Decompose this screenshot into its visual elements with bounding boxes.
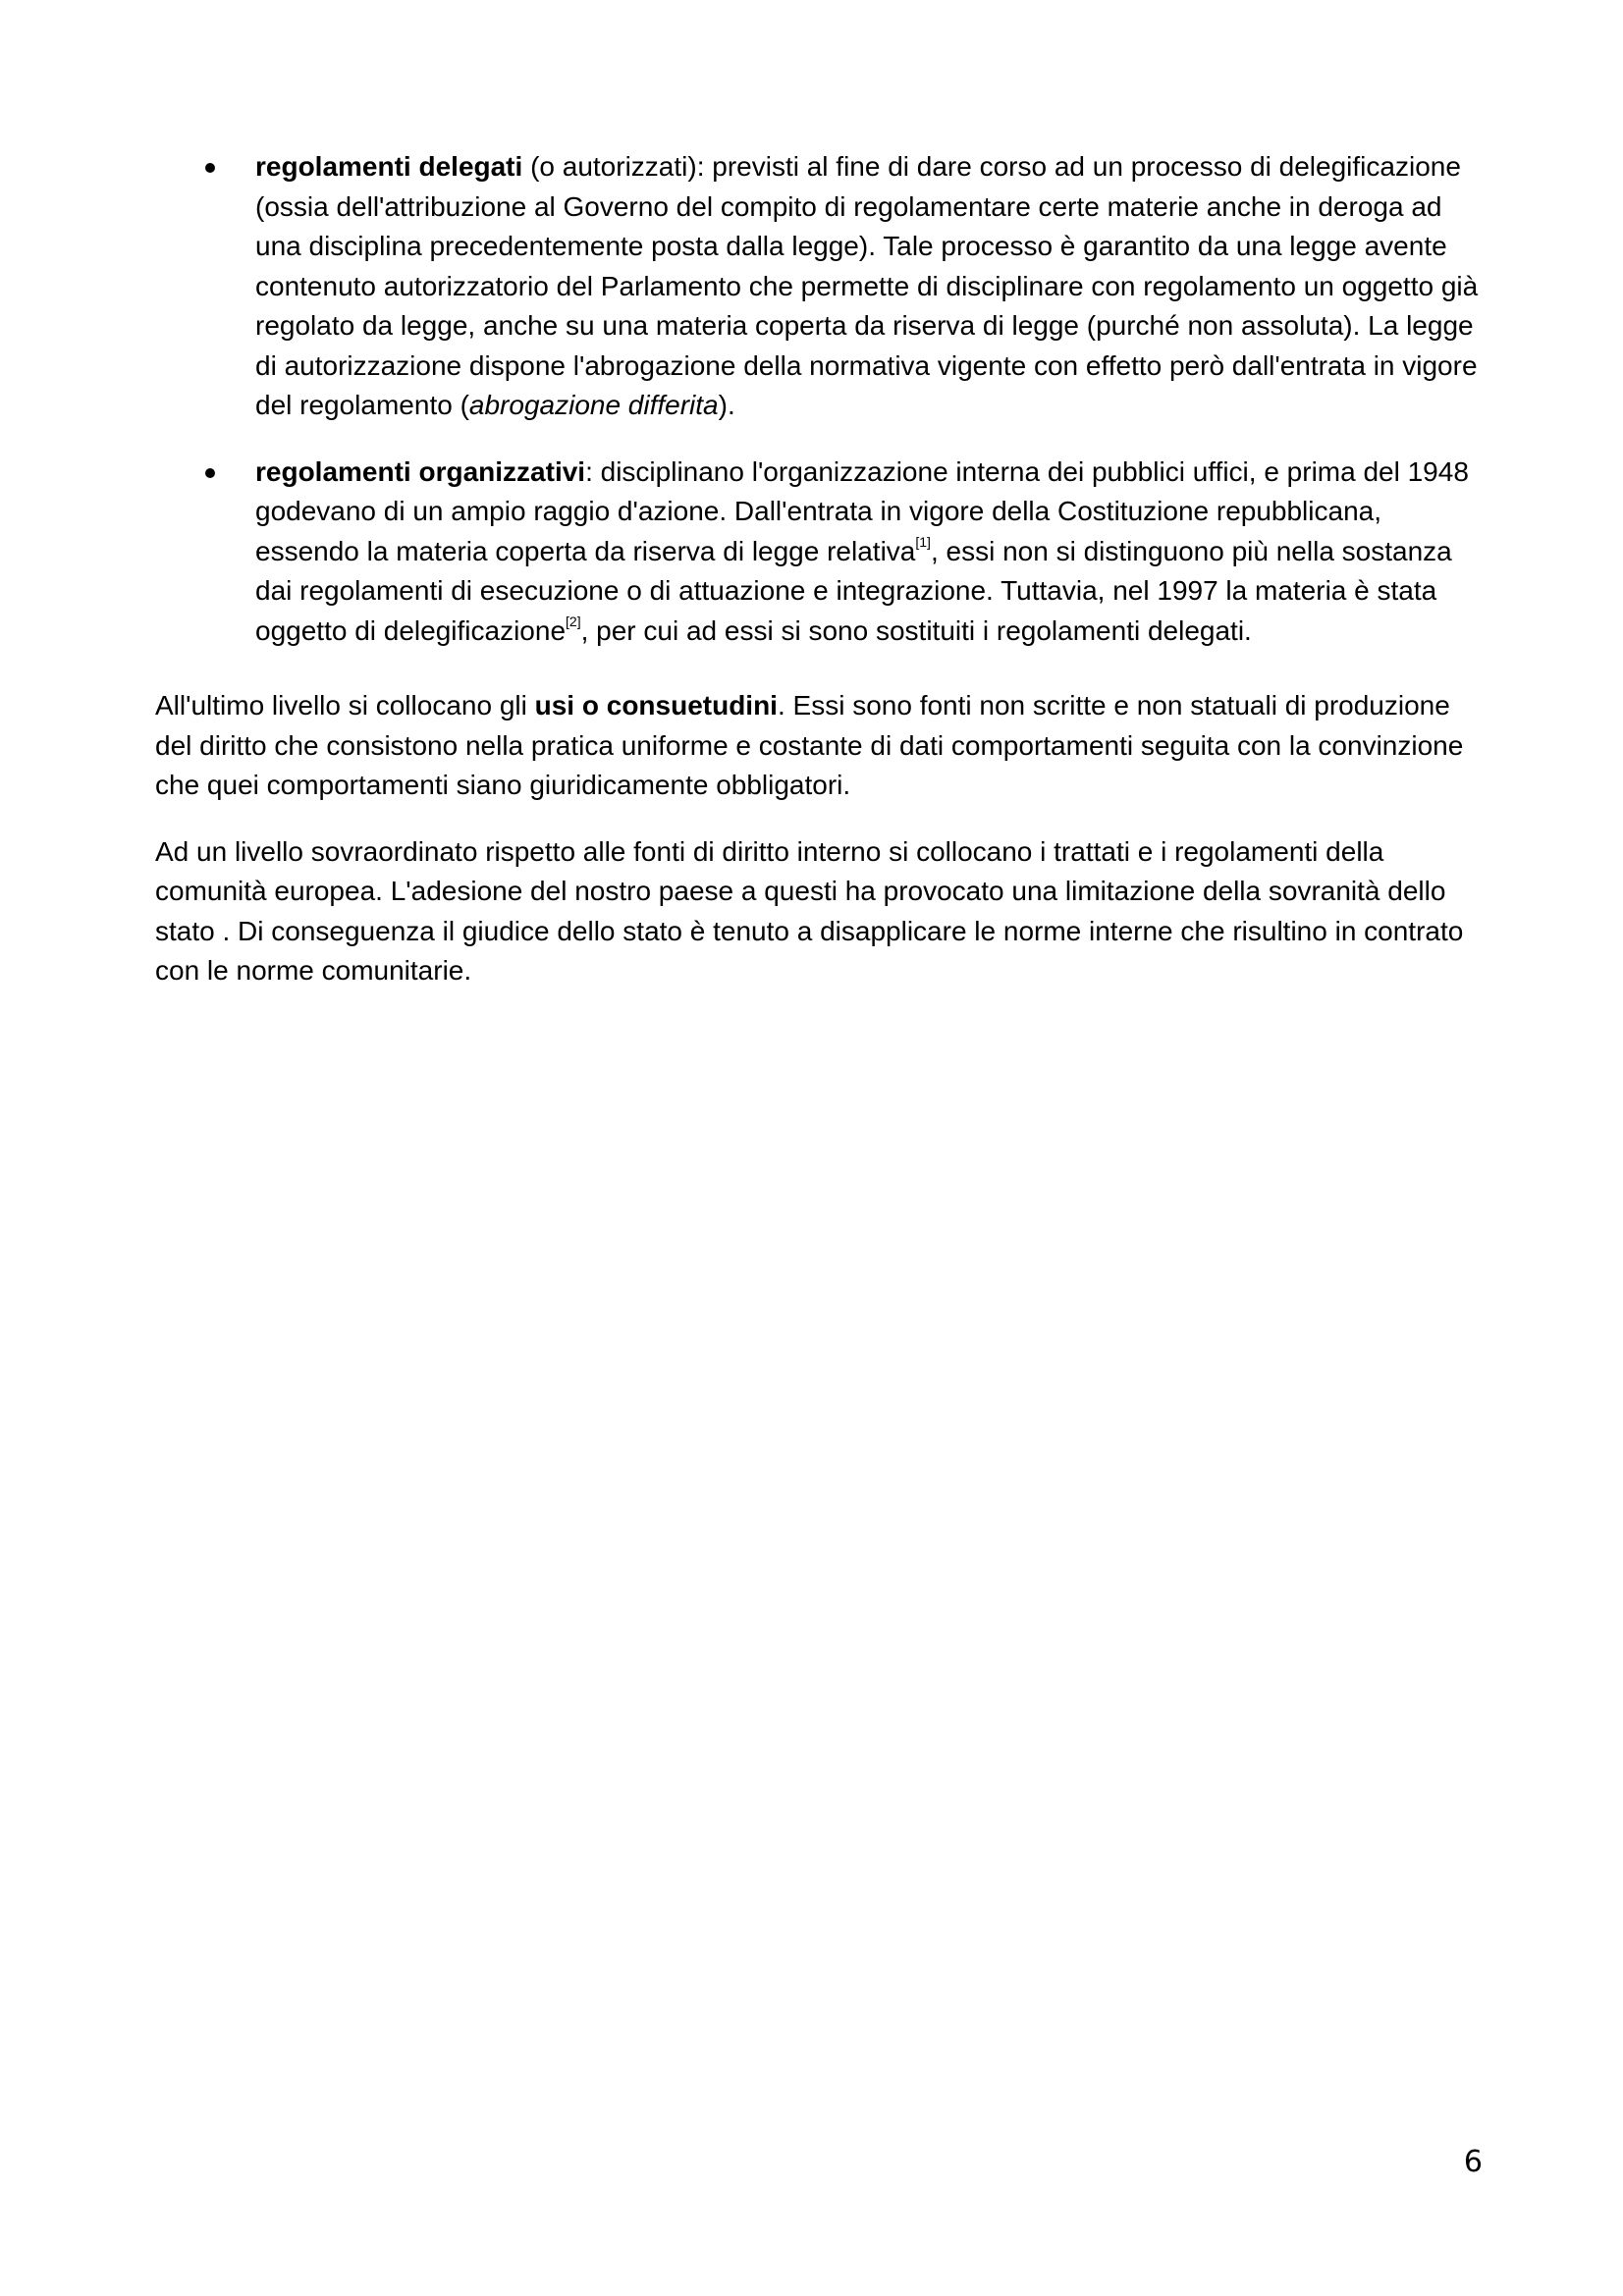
footnote-ref-2[interactable]: [2]	[566, 613, 581, 629]
item-text-middle: , essi non si distinguono più nella sostanza dai regolamenti di esecuzione o di attuazione e integrazione. Tuttavia, nel 1997 la materia è stata oggetto di delegificazione	[255, 535, 1452, 646]
item-text: : disciplinano l'organizzazione interna dei pubblici uffici, e prima del 1948 godevano di un ampio raggio d'azione. Dall'entrata in vigore della Costituzione repubblicana, essendo la materia coperta da riserva di legge relativa	[255, 455, 1469, 566]
paragraph-consuetudini	[155, 686, 1490, 806]
item-text: (o autorizzati): previsti al fine di dare corso ad un processo di delegificazione (ossia dell'attribuzione al Governo del compito di regolamentare certe materie anche in deroga ad una disciplina precedentemente posta dalla legge). Tale processo è garantito da una legge avente contenuto autorizzatorio del Parlamento che permette di disciplinare con regolamento un oggetto già regolato da legge, anche su una materia coperta da riserva di legge (purché non assoluta). La legge di autorizzazione dispone l'abrogazione della normativa vigente con effetto però dall'entrata in vigore del regolamento (	[255, 151, 1479, 420]
bullet-icon	[205, 468, 215, 478]
term-regolamenti-organizzativi: regolamenti organizzativi	[255, 455, 586, 487]
paragraph-text: All'ultimo livello si collocano gli	[155, 690, 535, 721]
page-number: 6	[1463, 2145, 1483, 2179]
term-usi-consuetudini: usi o consuetudini	[534, 690, 778, 721]
regolamenti-list	[155, 147, 1490, 651]
emphasis-abrogazione-differita: abrogazione differita	[468, 390, 719, 420]
page-content	[155, 147, 1490, 1018]
item-text-end: , per cui ad essi si sono sostituiti i regolamenti delegati.	[580, 614, 1252, 646]
term-regolamenti-delegati: regolamenti delegati	[255, 151, 523, 182]
list-item	[155, 453, 1490, 652]
list-item	[155, 147, 1490, 426]
paragraph-text-end: . Essi sono fonti non scritte e non statuali di produzione del diritto che consistono nella pratica uniforme e costante di dati comportamenti seguita con la convinzione che quei comportamenti siano giuridicamente obbligatori.	[155, 690, 1464, 800]
item-text-end: ).	[718, 390, 735, 420]
bullet-icon	[205, 163, 215, 173]
paragraph-comunita-europea: Ad un livello sovraordinato rispetto alle fonti di diritto interno si collocano i trattati e i regolamenti della comunità europea. L'adesione del nostro paese a questi ha provocato una limitazione della sovranità dello stato . Di conseguenza il giudice dello stato è tenuto a disapplicare le norme interne che risultino in contrato con le norme comunitarie.	[155, 835, 1464, 986]
footnote-ref-1[interactable]: [1]	[915, 533, 931, 550]
